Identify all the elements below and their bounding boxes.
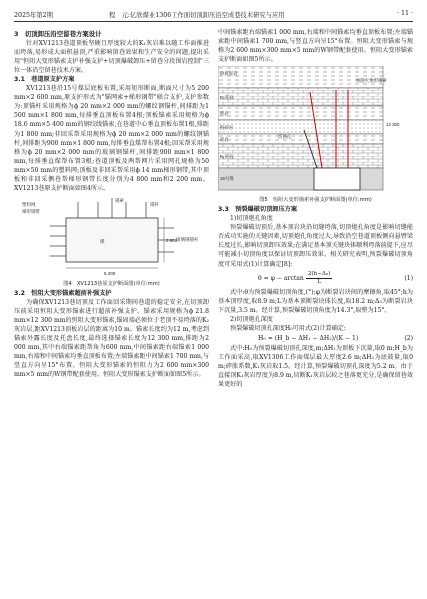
fig5-label-cut-hole: 切顶孔 — [278, 134, 292, 140]
fig5-layer-6: K₁灰岩 — [220, 154, 234, 160]
section-3-2-title: 3.2 恒阻大变形锚索超前补强支护 — [14, 289, 112, 297]
running-header — [14, 8, 413, 22]
paragraph-intro: 针对XV1213巷道顶板坚硬且厚度较大的K₁灰岩难以随工作面推进而垮落,易形成大面积悬顶,严重影响留巷效果和生产安全的问题,提出采用"恒阻大变形锚索支护补强支护+切顶爆破卸压+留巷分段围岩控制"三位一体沿空留巷技术方案。 — [14, 40, 209, 75]
fig4-dim-width: 5 200 — [104, 270, 116, 276]
running-title: 程 元:亿欣煤业1306工作面切顶卸压沿空成巷技术研究与应用 — [109, 12, 285, 19]
fig4-label-bolt: 锚杆 — [150, 201, 159, 207]
paragraph-cut-depth: 预裂爆破切顶孔深度H₀可用式(2)计算确定: — [230, 324, 346, 332]
figure-5-drawing — [218, 66, 413, 196]
left-column — [14, 28, 209, 379]
eq1-lhs: θ = φ − arctan — [258, 274, 304, 282]
subsection-1-title: 1)切顶炮孔角度 — [230, 215, 273, 223]
paragraph-original-support: XV1213巷沿15号煤层底板布置,采用矩形断面,断面尺寸为5 200 mm×2 600 mm,原支护形式为"锚网索+梯形钢带"联合支护,支护参数为:顶锚杆采用规格为ϕ 20 mm×2 000 mm的螺纹钢锚杆,间排距为1 500 mm×1 800 mm,每排垂直顶板布置4根;顶板锚索采用规格为ϕ 18.6 mm×5 400 mm的钢绞线锚索,在巷道中心垂直顶板布置1根,排距为1 800 mm;非回采帮采用规格为ϕ 20 mm×2 000 mm的螺纹钢锚杆,间排距为900 mm×1 800 mm,每排垂直煤帮布置4根;回采帮采用规格为ϕ 20 mm×2 000 mm的玻璃钢锚杆,间排距900 mm×1 800 mm,每排垂直煤帮布置3根;巷道顶板及两帮网片采用网孔规格为50 mm×50 mm的塑料网;顶板及非回采帮采用ϕ 14 mm梯形钢带,其中顶板和非回采侧巷帮梯形钢带长度分别为4 800 mm和2 200 mm。XV1213巷原支护断面如图4所示。 — [14, 85, 209, 192]
fig4-label-net: 塑料网 — [22, 201, 36, 207]
paragraph-cut-angle: 预裂爆破切顶后,基本顶岩块沿切缝垮落,切顶炮孔角度是影响切缝能否成功实施的关键因素,切顶炮孔角度过大,导致沿空巷道顶板侧向悬臂梁长度过长,影响切顶卸压效果;在满足基本顶关键块体顺利垮落前提下,应尽可能减小切顶角度以保证切顶卸压效果。相关研究表明,预裂爆破切顶角度可采用式(1)计算确定[8]: — [218, 224, 413, 268]
section-3-title: 3 切顶卸压沿空留巷方案设计 — [14, 30, 102, 38]
right-column — [218, 28, 413, 389]
equation-2 — [218, 334, 413, 343]
section-3-1-title: 3.1 巷道原支护方案 — [14, 76, 75, 84]
fig5-layer-4: 粉砂岩 — [220, 125, 234, 131]
eq1-numerator: 2(h−Δ₀) — [307, 270, 331, 277]
fig4-label-coal: 煤 — [100, 238, 105, 244]
equation-1 — [218, 271, 413, 286]
eq2-number: (2) — [404, 334, 413, 342]
fig5-layer-3: 泥岩 — [220, 111, 229, 117]
figure-5-caption: 图5 恒阻大变形锚索补强支护断面图(单位:mm) — [259, 197, 372, 204]
eq2-body: H₀ = (H_b − ΔH₁ − ΔH₂)/(K − 1) — [258, 334, 359, 342]
fig5-label-cable: 恒阻大变形锚索 — [356, 78, 387, 84]
figure-4-caption: 图4 XV1213巷原支护断面图(单位:mm) — [63, 280, 160, 287]
page-number: · 11 · — [396, 10, 413, 17]
eq1-fraction — [306, 271, 333, 286]
fig5-layer-1: 砂质泥岩 — [220, 71, 238, 77]
fig5-dim-length: 12 300 — [386, 122, 400, 128]
issue-label: 2025年第2期 — [14, 12, 53, 19]
fig5-layer-7: 15号煤 — [220, 176, 234, 182]
paragraph-reinforcement: 为确保XV1213巷切顶及工作面回采期间巷道的稳定安全,在切顶卸压前采用恒阻大变形锚索进行超前补强支护。锚索采用规格为ϕ 21.8 mm×12 300 mm的恒阻大变形锚索,锚固端必须位于老顶不易垮落的K₂灰岩层,距XV1213顶板岩层的距离为10 m。锚索长度约为12 m,考虑到锚索外露长度及托盘长度,最终选择锚索长度为12 300 mm,排距为2 000 mm,其中右端锚索距帮角为600 mm,中间锚索距右端锚索1 000 mm,右端和中间锚索均垂直顶板布置;左端锚索距中间锚索1 700 mm,与竖直方向呈15°布置。恒阻大变形锚索的恒阻力为2 600 mm×300 mm×5 mm的W钢带配套使用。恒阻大变形锚索支护断面如图5所示。 — [14, 298, 209, 379]
fig5-layer-5: 泥岩 — [220, 137, 229, 143]
fig5-layer-2: K₂灰岩 — [220, 95, 234, 101]
fig4-label-cable: 锚索 — [115, 197, 124, 203]
paragraph-eq2-vars: 式中:H₀为预裂爆破切顶孔深度,m;ΔH₁为顶板下沉量,取0 m;H_b为工作面采高,取XV1306工作面煤层最大厚度2.6 m;ΔH₂为底鼓量,取0 m;碎胀系数,K₁灰岩取1.5。经计算,预裂爆破切顶孔深度为5.2 m。由于直接顶K₁灰岩厚度为8.9 m,切断K₁灰岩层较之巷落更充分,是确保留巷效果更好的 — [218, 344, 413, 389]
figure-4 — [14, 196, 209, 280]
fig4-label-gfrp: 玻璃钢锚杆 — [176, 236, 199, 242]
fig4-dim-height: 2 600 — [166, 237, 178, 243]
eq1-denominator: L — [317, 278, 321, 285]
paragraph-eq1-vars: 式中:θ为预裂爆破切顶角度,(°);φ为断裂岩块间的摩擦角,取45°;h为基本顶厚度,取8.9 m;L为基本顶断裂块体长度,取18.2 m;Δ₀为断裂岩块下沉量,3.5 m。经计算,预裂爆破切顶角度为14.3°,取整为15°。 — [218, 288, 413, 314]
figure-5 — [218, 66, 413, 196]
fig4-label-strap: 梯形钢带 — [22, 208, 40, 214]
paragraph-continued: 中间锚索距右端锚索1 000 mm,右端和中间锚索均垂直顶板布置;左端锚索距中间锚索1 700 mm,与竖直方向呈15°布置。恒阻大变形锚索与规格为2 600 mm×300 mm×5 mm的W钢带配套使用。恒阻大变形锚索支护断面如图5所示。 — [218, 29, 413, 64]
subsection-2-title: 2)切顶炮孔深度 — [230, 315, 273, 323]
figure-4-drawing — [14, 196, 209, 280]
section-3-3-title: 3.3 预裂爆破切顶卸压方案 — [218, 206, 298, 214]
eq1-number: (1) — [404, 274, 413, 282]
